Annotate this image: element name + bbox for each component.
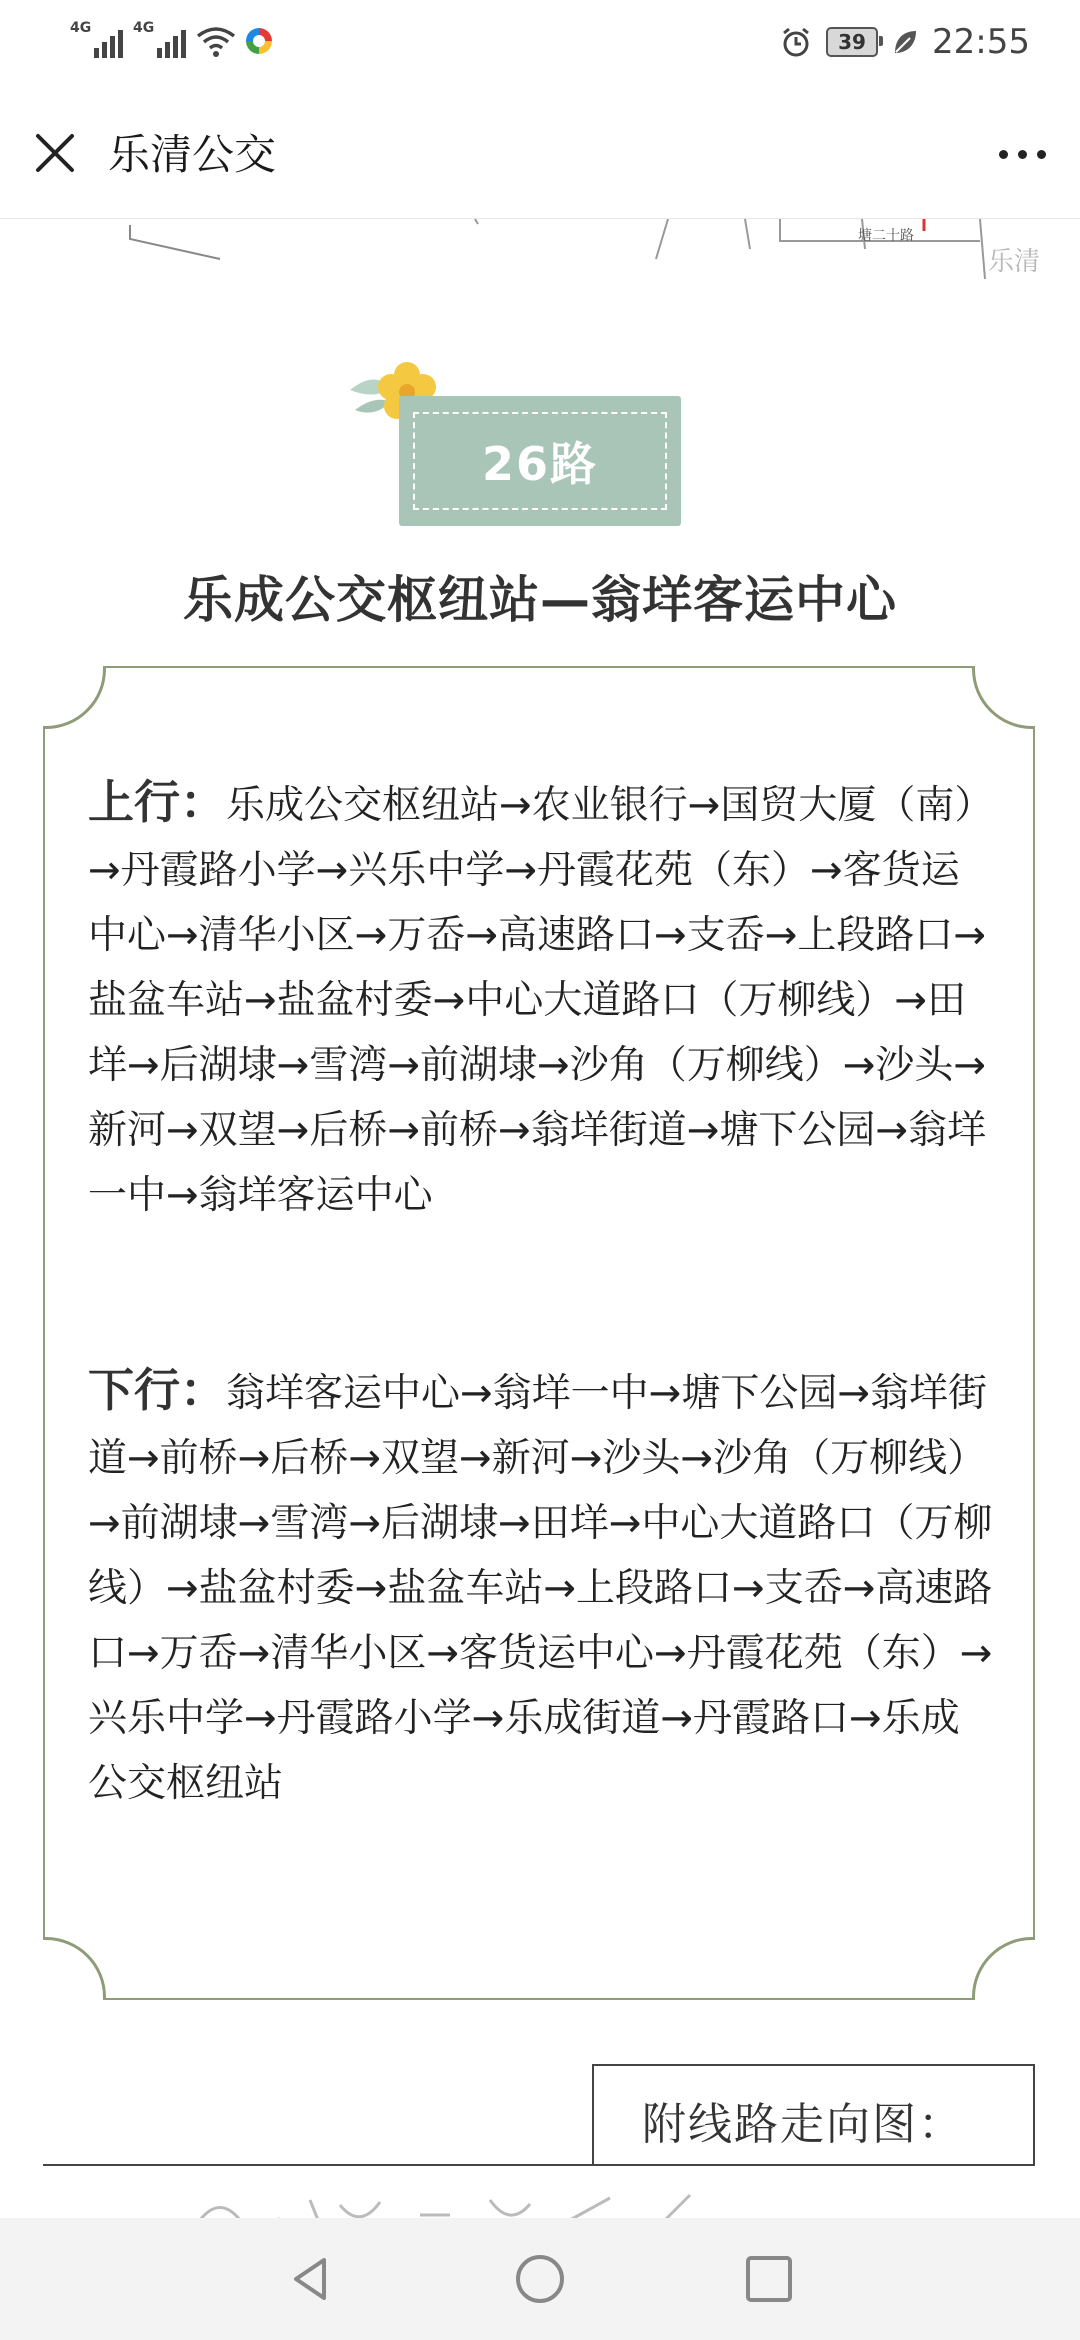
upbound-label: 上行： <box>88 775 226 829</box>
battery-level: 39 <box>838 30 866 54</box>
status-right-group <box>780 22 1030 62</box>
card-corner-ornament <box>43 1937 106 2000</box>
attachment-heading-box <box>592 2064 1035 2166</box>
network-type-2: 4G <box>133 20 155 36</box>
route-number-badge <box>399 396 681 526</box>
recent-apps-icon[interactable] <box>742 2252 796 2306</box>
app-notification-icon <box>246 28 272 54</box>
battery-indicator <box>826 27 878 57</box>
title-bar <box>0 90 1080 219</box>
route-stops-card <box>43 666 1035 2000</box>
network-type-1: 4G <box>70 20 92 36</box>
route-number: 26路 <box>413 412 667 510</box>
card-corner-ornament <box>43 666 106 729</box>
downbound-label: 下行： <box>88 1363 226 1417</box>
signal-icon-1 <box>70 22 123 58</box>
map-image-fragment <box>0 219 1080 299</box>
upbound-stop-list: 乐成公交枢纽站→农业银行→国贸大厦（南）→丹霞路小学→兴乐中学→丹霞花苑（东）→客货运中心→清华小区→万岙→高速路口→支岙→上段路口→盐盆车站→盐盆村委→中心大道路口（万柳线）→田垟→后湖埭→雪湾→前湖埭→沙角（万柳线）→沙头→新河→双望→后桥→前桥→翁垟街道→塘下公园→翁垟一中→翁垟客运中心 <box>88 783 987 1218</box>
home-icon[interactable] <box>513 2252 567 2306</box>
status-bar <box>0 0 1080 90</box>
leaf-icon <box>892 28 918 56</box>
back-icon[interactable] <box>284 2252 338 2306</box>
more-options-icon[interactable] <box>999 150 1046 159</box>
page-title: 乐清公交 <box>108 130 277 179</box>
status-left-group <box>70 22 272 58</box>
map-watermark: 乐清 <box>987 247 1040 277</box>
system-navigation-bar <box>0 2218 1080 2340</box>
wifi-icon <box>196 24 236 58</box>
signal-icon-2 <box>133 22 186 58</box>
upbound-stops <box>88 770 993 1228</box>
clock: 22:55 <box>932 22 1030 62</box>
map-road-label: 塘二十路 <box>858 228 914 244</box>
card-corner-ornament <box>972 666 1035 729</box>
route-title: 乐成公交枢纽站—翁垟客运中心 <box>183 571 897 629</box>
divider <box>43 2164 1035 2166</box>
close-icon[interactable] <box>30 128 80 178</box>
card-corner-ornament <box>972 1937 1035 2000</box>
map-lines <box>0 219 1080 299</box>
attachment-heading: 附线路走向图： <box>642 2099 964 2150</box>
downbound-stop-list: 翁垟客运中心→翁垟一中→塘下公园→翁垟街道→前桥→后桥→双望→新河→沙头→沙角（万柳线）→前湖埭→雪湾→后湖埭→田垟→中心大道路口（万柳线）→盐盆村委→盐盆车站→上段路口→支岙→高速路口→万岙→清华小区→客货运中心→丹霞花苑（东）→兴乐中学→丹霞路小学→乐成街道→丹霞路口→乐成公交枢纽站 <box>88 1371 993 1806</box>
downbound-stops <box>88 1358 993 1816</box>
alarm-icon <box>780 26 812 58</box>
